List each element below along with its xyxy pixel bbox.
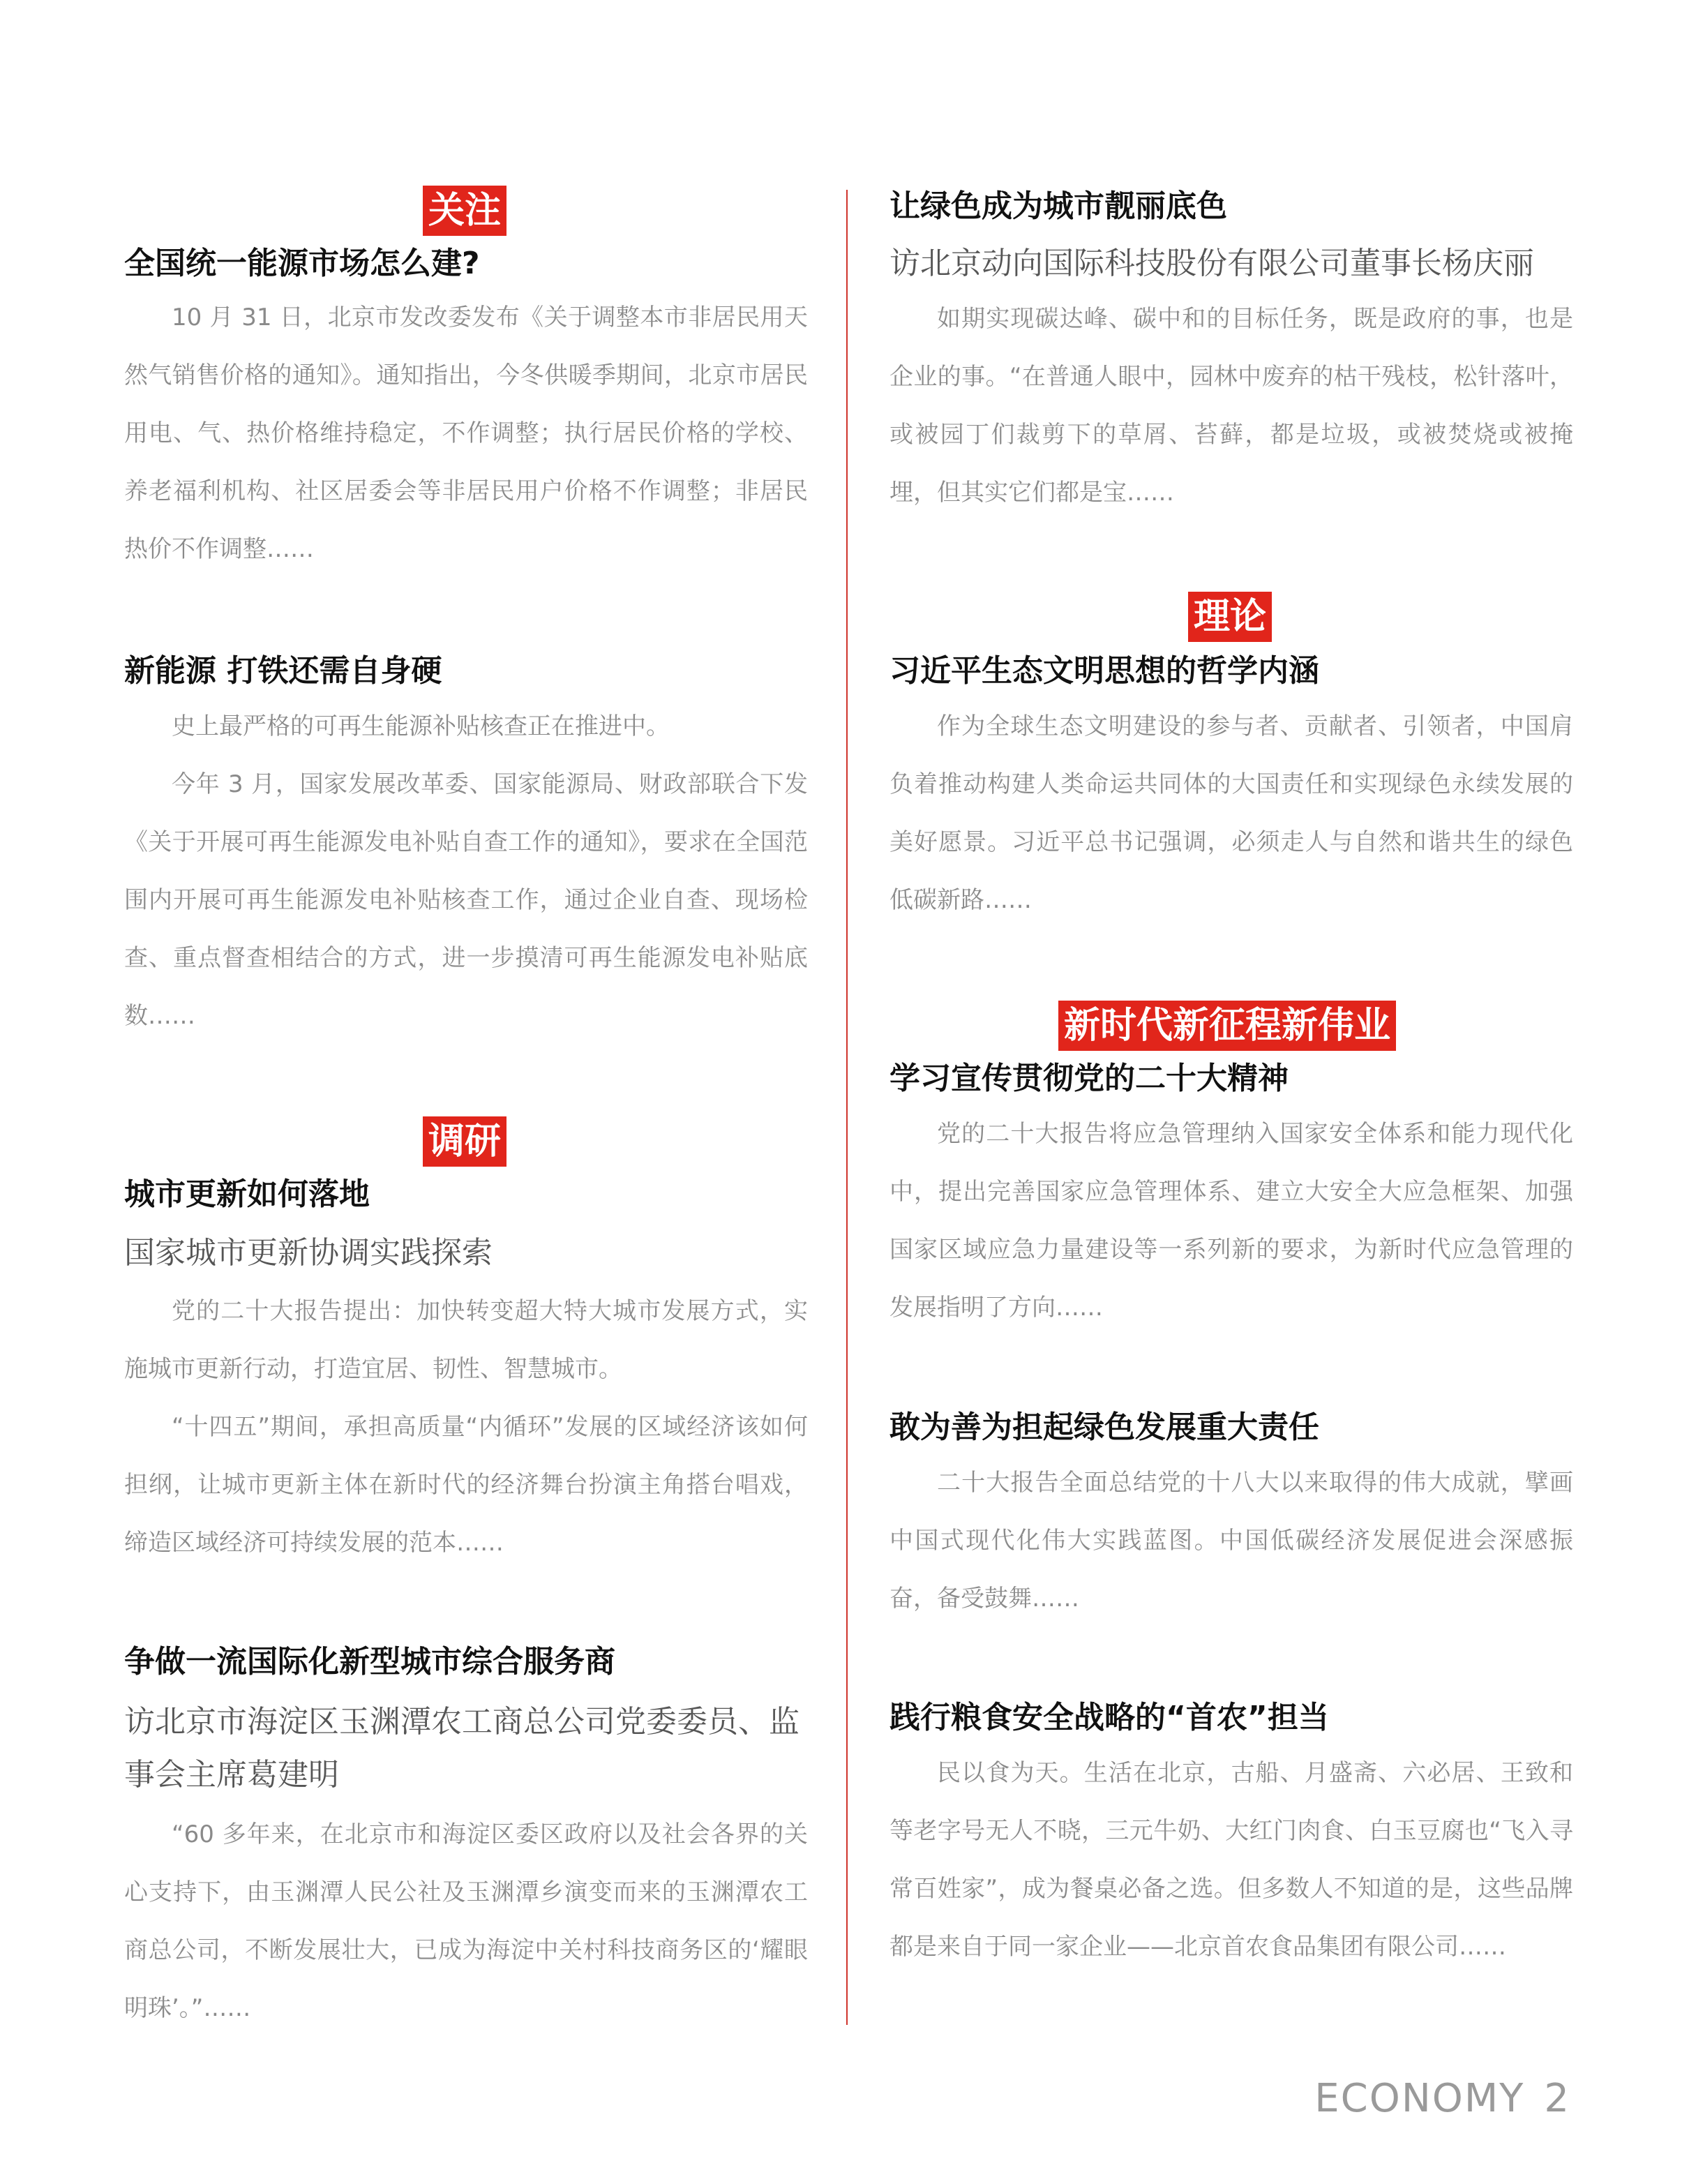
article-excerpt: 10 月 31 日，北京市发改委发布《关于调整本市非居民用天然气销售价格的通知》。通知指出，今冬供暖季期间，北京市居民用电、气、热价格维持稳定，不作调整；执行居民价格的学校、养老福利机构、社区居委会等非居民用户价格不作调整；非居民热价不作调整…… — [124, 304, 808, 563]
article-excerpt: 党的二十大报告提出：加快转变超大特大城市发展方式，实施城市更新行动，打造宜居、韧性、智慧城市。 — [124, 1297, 808, 1383]
section-tag-research: 调研 — [423, 1116, 506, 1167]
article-excerpt: 作为全球生态文明建设的参与者、贡献者、引领者，中国肩负着推动构建人类命运共同体的大国责任和实现绿色永续发展的美好愿景。习近平总书记强调，必须走人与自然和谐共生的绿色低碳新路…… — [889, 712, 1573, 914]
article-title[interactable]: 城市更新如何落地 — [124, 1176, 370, 1212]
article-excerpt: 今年 3 月，国家发展改革委、国家能源局、财政部联合下发《关于开展可再生能源发电补贴自查工作的通知》，要求在全国范围内开展可再生能源发电补贴核查工作，通过企业自查、现场检查、重点督查相结合的方式，进一步摸清可再生能源发电补贴底数…… — [124, 770, 808, 1030]
magazine-name: ECONOMY — [1314, 2076, 1525, 2121]
article-excerpt: 如期实现碳达峰、碳中和的目标任务，既是政府的事，也是企业的事。“在普通人眼中，园林中废弃的枯干残枝，松针落叶，或被园丁们裁剪下的草屑、苔藓，都是垃圾，或被焚烧或被掩埋，但其实它们都是宝…… — [889, 305, 1573, 507]
article-title[interactable]: 敢为善为担起绿色发展重大责任 — [889, 1409, 1319, 1445]
article-excerpt: 党的二十大报告将应急管理纳入国家安全体系和能力现代化中，提出完善国家应急管理体系、建立大安全大应急框架、加强国家区域应急力量建设等一系列新的要求，为新时代应急管理的发展指明了方向…… — [889, 1120, 1573, 1322]
article-subtitle: 访北京动向国际科技股份有限公司董事长杨庆丽 — [889, 246, 1534, 281]
article-title[interactable]: 学习宣传贯彻党的二十大精神 — [889, 1061, 1289, 1096]
article-title[interactable]: 让绿色成为城市靓丽底色 — [889, 188, 1227, 224]
column-divider — [846, 190, 848, 2025]
article-excerpt: “60 多年来，在北京市和海淀区委区政府以及社会各界的关心支持下，由玉渊潭人民公社及玉渊潭乡演变而来的玉渊潭农工商总公司，不断发展壮大，已成为海淀中关村科技商务区的‘耀眼明珠’。”…… — [124, 1820, 808, 2022]
article-excerpt: 史上最严格的可再生能源补贴核查正在推进中。 — [172, 712, 670, 740]
article-title[interactable]: 争做一流国际化新型城市综合服务商 — [124, 1644, 615, 1680]
section-tag-new-era: 新时代新征程新伟业 — [1058, 1001, 1396, 1051]
article-title[interactable]: 新能源 打铁还需自身硬 — [124, 653, 442, 689]
article-subtitle: 国家城市更新协调实践探索 — [124, 1235, 493, 1271]
article-title[interactable]: 全国统一能源市场怎么建? — [124, 246, 480, 281]
article-excerpt: 二十大报告全面总结党的十八大以来取得的伟大成就，擘画中国式现代化伟大实践蓝图。中国低碳经济发展促进会深感振奋，备受鼓舞…… — [889, 1469, 1573, 1613]
section-tag-theory: 理论 — [1188, 592, 1272, 642]
article-subtitle: 访北京市海淀区玉渊潭农工商总公司党委委员、监事会主席葛建明 — [124, 1704, 800, 1793]
article-title[interactable]: 习近平生态文明思想的哲学内涵 — [889, 653, 1319, 689]
article-excerpt: 民以食为天。生活在北京，古船、月盛斋、六必居、王致和等老字号无人不晓，三元牛奶、大红门肉食、白玉豆腐也“飞入寻常百姓家”，成为餐桌必备之选。但多数人不知道的是，这些品牌都是来自于同一家企业——北京首农食品集团有限公司…… — [889, 1759, 1573, 1961]
section-tag-focus: 关注 — [423, 186, 506, 236]
article-excerpt: “十四五”期间，承担高质量“内循环”发展的区域经济该如何担纲，让城市更新主体在新时代的经济舞台扮演主角搭台唱戏，缔造区域经济可持续发展的范本…… — [124, 1413, 808, 1557]
page-number: 2 — [1544, 2076, 1570, 2121]
page-footer — [1314, 2076, 1570, 2121]
article-title[interactable]: 践行粮食安全战略的“首农”担当 — [889, 1700, 1329, 1735]
